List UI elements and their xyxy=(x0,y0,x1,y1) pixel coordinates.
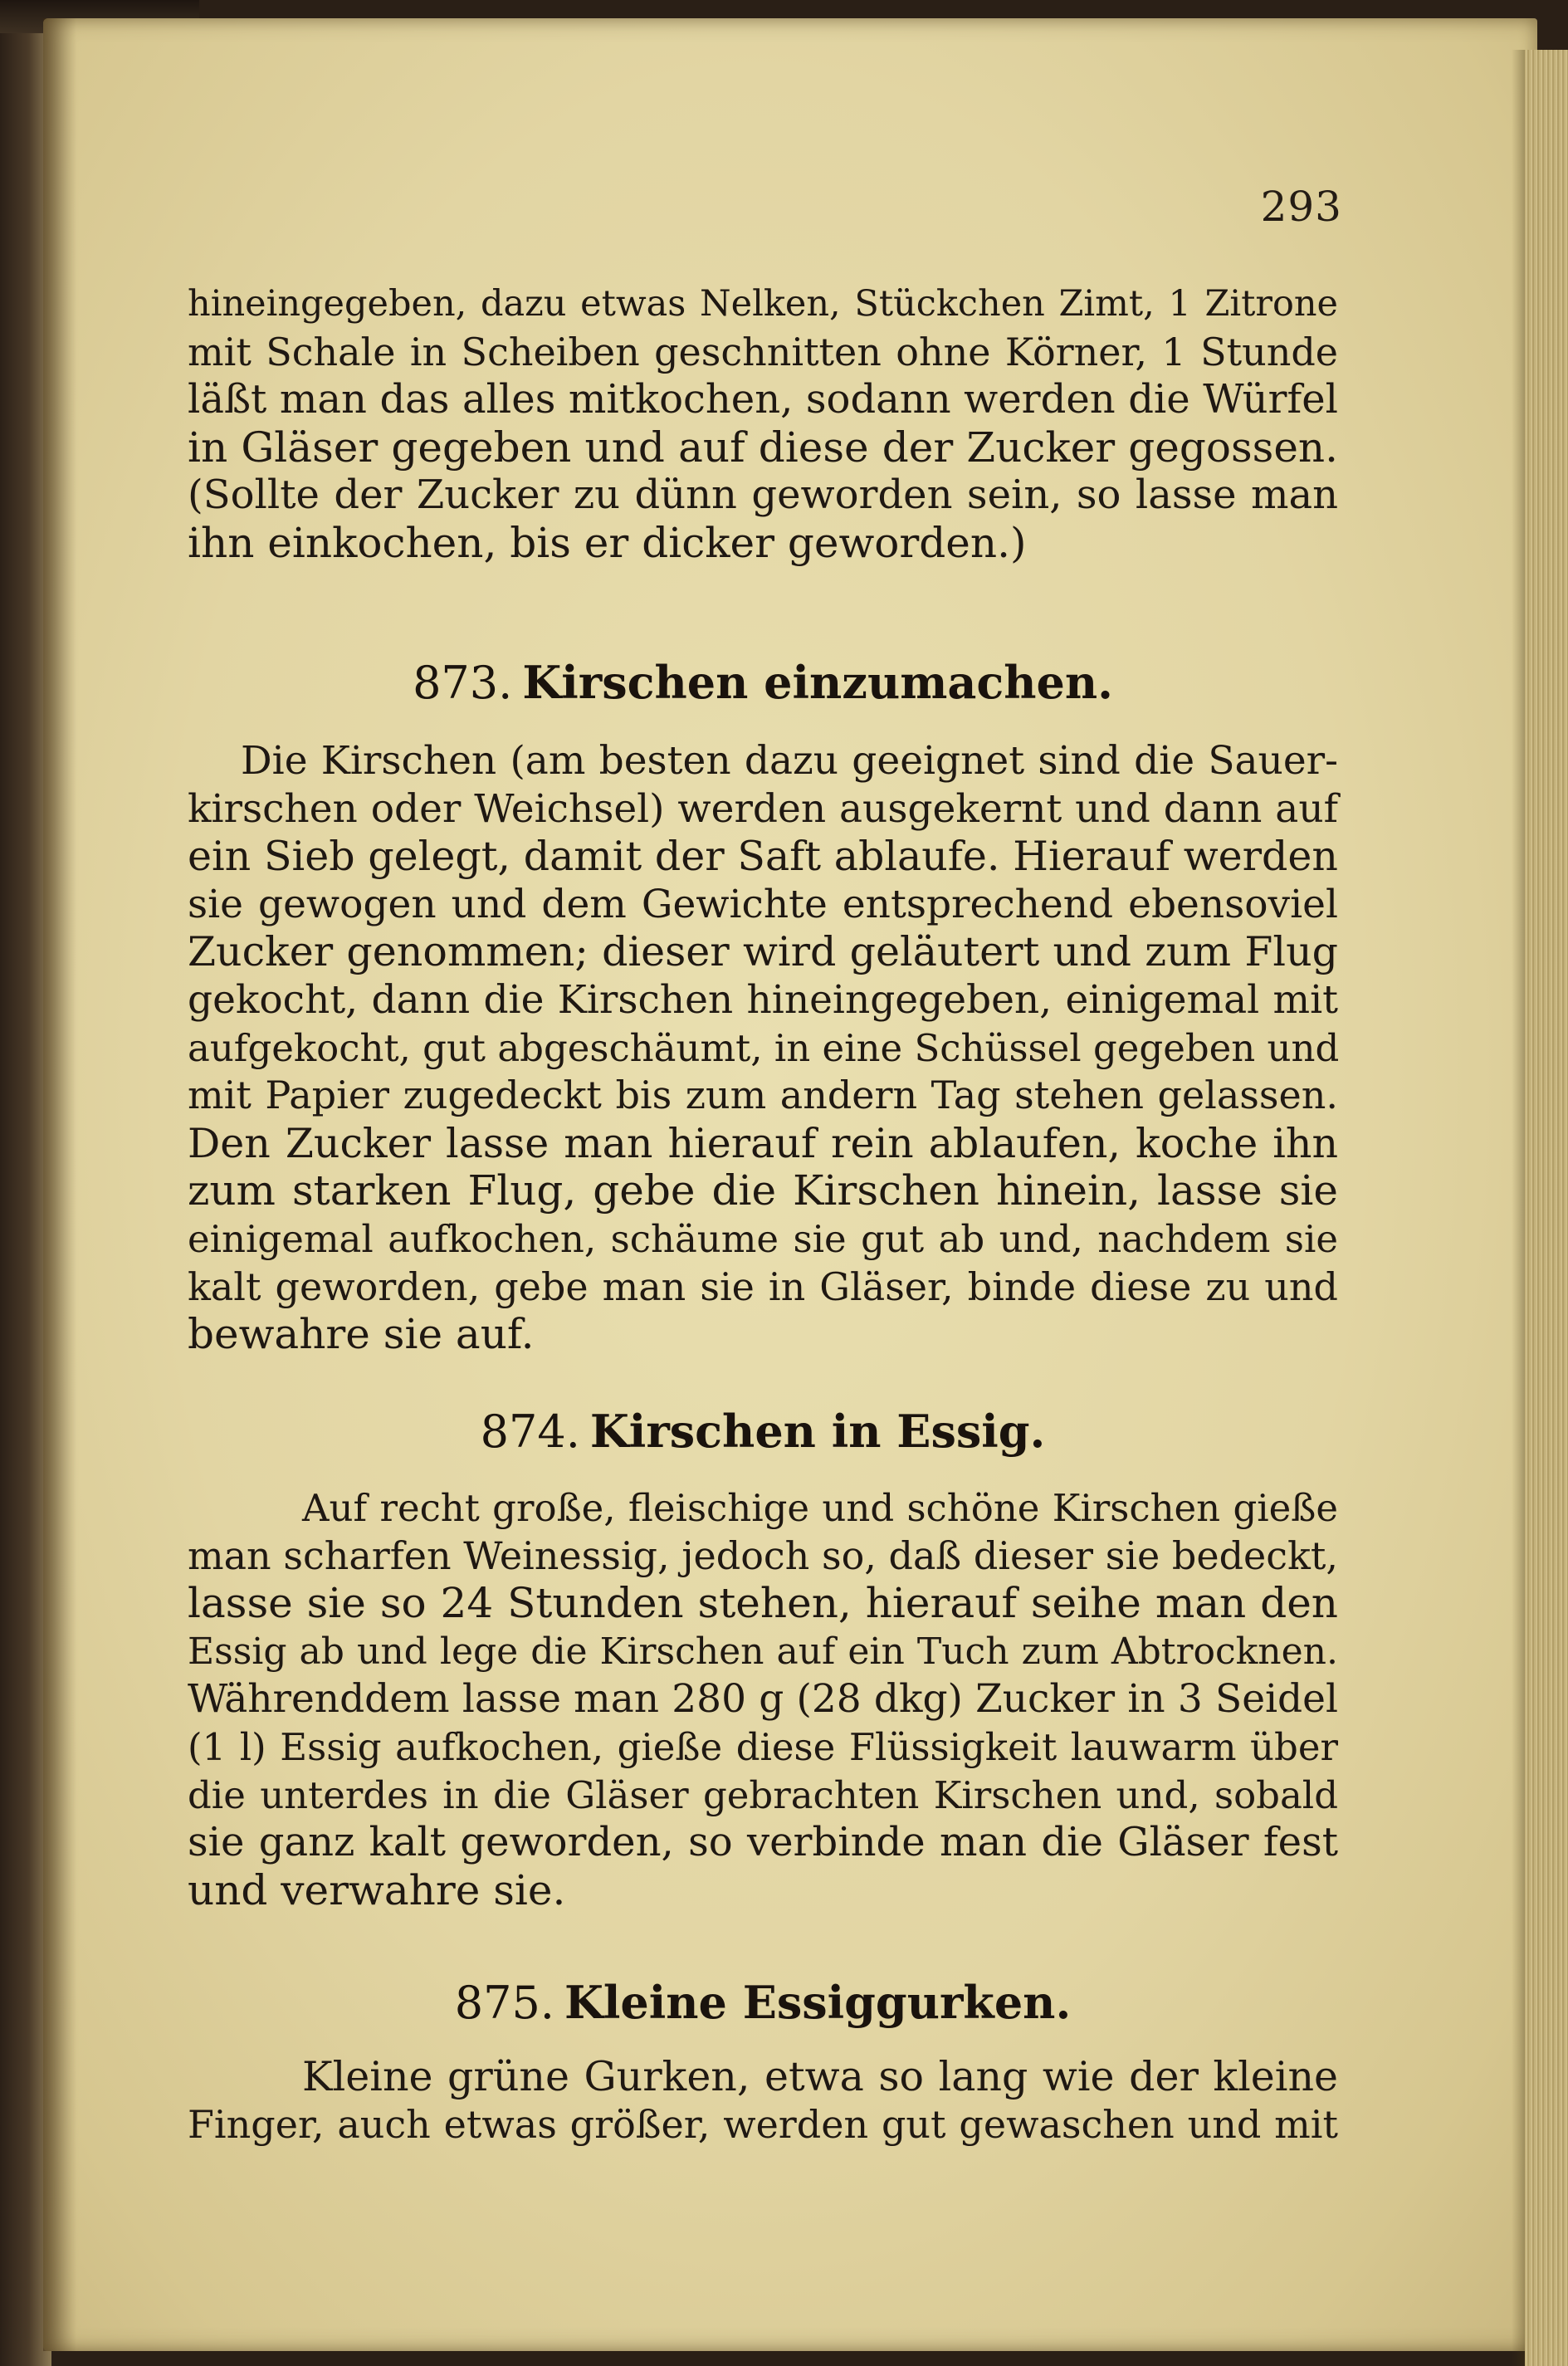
intro-paragraph xyxy=(188,281,1338,568)
gutter-shadow xyxy=(43,18,76,2351)
recipe-heading-873 xyxy=(188,656,1338,709)
text-line: läßt man das alles mitkochen, sodann werden die Würfel xyxy=(188,376,1338,423)
text-line: die unterdes in die Gläser gebrachten Kirschen und, sobald xyxy=(188,1772,1338,1817)
recipe-paragraph-874 xyxy=(188,1484,1338,1914)
text-line: Finger, auch etwas größer, werden gut gewaschen und mit xyxy=(188,2101,1338,2147)
text-line: bewahre sie auf. xyxy=(188,1310,535,1359)
text-line: sie ganz kalt geworden, so verbinde man die Gläser fest xyxy=(188,1819,1338,1866)
text-line: Währenddem lasse man 280 g (28 dkg) Zucker in 3 Seidel xyxy=(188,1676,1338,1723)
recipe-number: 874. xyxy=(480,1405,580,1458)
text-line: Essig ab und lege die Kirschen auf ein Tuch zum Abtrocknen. xyxy=(188,1630,1338,1673)
text-line: (Sollte der Zucker zu dünn geworden sein, so lasse man xyxy=(188,472,1338,519)
page-stack-shadow xyxy=(1512,50,1525,2366)
text-line: und verwahre sie. xyxy=(188,1865,566,1914)
text-line: Auf recht große, fleischige und schöne Kirschen gieße xyxy=(302,1486,1338,1530)
recipe-paragraph-875 xyxy=(188,2053,1338,2148)
text-line: einigemal aufkochen, schäume sie gut ab und, nachdem sie xyxy=(188,1216,1338,1261)
text-line: lasse sie so 24 Stunden stehen, hierauf seihe man den xyxy=(188,1579,1338,1628)
text-line: Die Kirschen (am besten dazu geeignet sind die Sauer- xyxy=(241,738,1338,784)
text-line: in Gläser gegeben und auf diese der Zucker gegossen. xyxy=(188,423,1338,472)
text-line: sie gewogen und dem Gewichte entsprechend ebensoviel xyxy=(188,881,1338,927)
recipe-title: Kirschen in Essig. xyxy=(589,1405,1046,1458)
text-line: hineingegeben, dazu etwas Nelken, Stückchen Zimt, 1 Zitrone xyxy=(188,283,1338,325)
text-line: ein Sieb gelegt, damit der Saft ablaufe. Hierauf werden xyxy=(188,833,1338,881)
text-line: mit Schale in Scheiben geschnitten ohne Körner, 1 Stunde xyxy=(188,329,1338,374)
text-line: gekocht, dann die Kirschen hineingegeben, einigemal mit xyxy=(188,976,1338,1023)
page-number: 293 xyxy=(1260,183,1342,231)
page-stack-edge xyxy=(1525,50,1568,2366)
text-line: kirschen oder Weichsel) werden ausgekernt und dann auf xyxy=(188,785,1338,832)
text-line: (1 l) Essig aufkochen, gieße diese Flüssigkeit lauwarm über xyxy=(188,1724,1338,1769)
recipe-heading-874 xyxy=(188,1405,1338,1458)
text-line: Zucker genommen; dieser wird geläutert und zum Flug xyxy=(188,928,1338,976)
text-line: zum starken Flug, gebe die Kirschen hinein, lasse sie xyxy=(188,1166,1338,1215)
recipe-heading-875 xyxy=(188,1976,1338,2029)
text-line: man scharfen Weinessig, jedoch so, daß dieser sie bedeckt, xyxy=(188,1533,1338,1578)
recipe-paragraph-873 xyxy=(188,737,1338,1359)
text-line: mit Papier zugedeckt bis zum andern Tag stehen gelassen. xyxy=(188,1073,1338,1118)
recipe-number: 873. xyxy=(413,657,513,709)
text-line: Kleine grüne Gurken, etwa so lang wie der kleine xyxy=(302,2053,1338,2100)
text-line: ihn einkochen, bis er dicker geworden.) xyxy=(188,518,1027,567)
text-line: aufgekocht, gut abgeschäumt, in eine Schüssel gegeben und xyxy=(188,1025,1340,1070)
text-line: kalt geworden, gebe man sie in Gläser, binde diese zu und xyxy=(188,1264,1338,1309)
recipe-title: Kleine Essiggurken. xyxy=(564,1976,1072,2029)
text-line: Den Zucker lasse man hierauf rein ablaufen, koche ihn xyxy=(188,1119,1338,1167)
recipe-number: 875. xyxy=(454,1977,554,2029)
recipe-title: Kirschen einzumachen. xyxy=(522,656,1113,709)
